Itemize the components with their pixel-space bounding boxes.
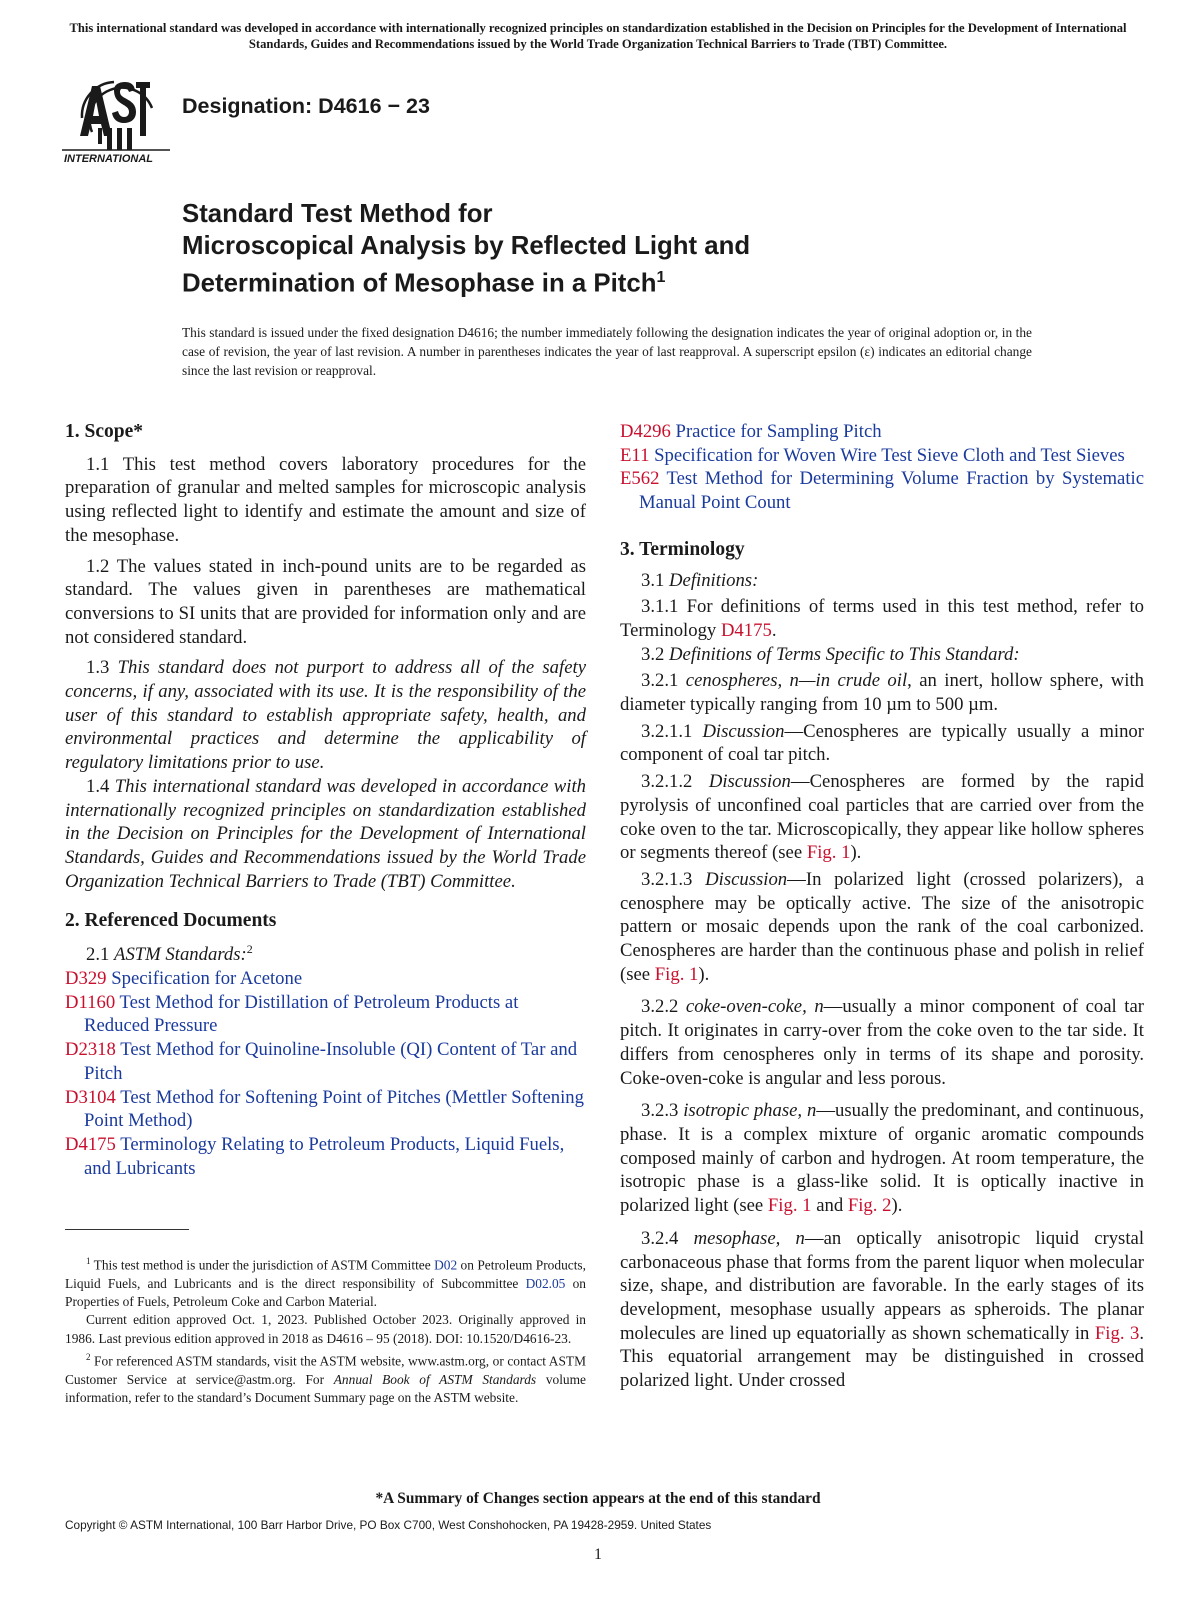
paragraph-3-2-3: 3.2.3 isotropic phase, n—usually the predominant, and continuous, phase. It is a complex mixture of organic aromatic compounds composed mainly of carbon and hydrogen. At room temperature, the isotropic phase is a glass-like solid. It is optically inactive in polarized light (see Fig. 1 and Fig. 2). xyxy=(620,1100,1145,1217)
link-fig-1[interactable]: Fig. 1 xyxy=(806,842,851,864)
paragraph-3-2-1-3: 3.2.1.3 Discussion—In polarized light (crossed polarizers), a cenosphere may be optically active. The size of the anisotropic pattern or mosaic depends upon the rank of the coal carbonized. Cenospheres are harder than the continuous phase and polish in relief (see Fig. 1). xyxy=(620,868,1144,985)
reference-e11[interactable]: E11 Specification for Woven Wire Test Sieve Cloth and Test Sieves xyxy=(620,444,1125,466)
international-standard-notice: This international standard was developed in accordance with internationally recognized principles on standardization established in the Decision on Principles for the Development of International Standards, Guides and Recommendations issued by the World Trade Organization Technical Barriers to Trade (TBT) Committee. xyxy=(69,21,1127,51)
page-number: 1 xyxy=(594,1546,602,1563)
paragraph-3-2-2: 3.2.2 coke-oven-coke, n—usually a minor component of coal tar pitch. It originates in carry-over from the coke oven to the tar side. It differs from cenospheres only in terms of its shape and porosity. Coke-oven-coke is angular and less porous. xyxy=(620,996,1144,1089)
paragraph-1-1: 1.1 This test method covers laboratory procedures for the preparation of granular and melted samples for microscopic analysis using reflected light to identify and estimate the amount and size of the mesophase. xyxy=(65,453,586,546)
footnotes xyxy=(65,1252,586,1407)
footnote-2: $^2$ For referenced ASTM standards, visit the ASTM website, www.astm.org, or contact ASTM Customer Service at service@astm.org. For Annual Book of ASTM Standards volume information, refer to the standard’s Document Summary page on the ASTM website. xyxy=(65,1351,586,1406)
title-line-1: Standard Test Method for xyxy=(182,200,493,228)
astm-logo xyxy=(62,70,170,165)
issued-note: This standard is issued under the fixed designation D4616; the number immediately following the designation indicates the year of original adoption or, in the case of revision, the year of last revision. A number in parentheses indicates the year of last reapproval. A superscript epsilon (ε) indicates an editorial change since the last revision or reapproval. xyxy=(182,325,1032,378)
left-column xyxy=(65,420,586,1180)
reference-d329[interactable]: D329 Specification for Acetone xyxy=(65,968,303,989)
link-fig-2[interactable]: Fig. 2 xyxy=(847,1195,892,1217)
paragraph-3-1-1: 3.1.1 For definitions of terms used in this test method, refer to Terminology D4175. xyxy=(620,596,1144,641)
copyright: Copyright © ASTM International, 100 Barr Harbor Drive, PO Box C700, West Conshohocken, PA 19428-2959. United States xyxy=(65,1518,712,1532)
section-heading-terminology: 3. Terminology xyxy=(620,538,745,560)
reference-d4296[interactable]: D4296 Practice for Sampling Pitch xyxy=(620,421,882,442)
reference-d3104[interactable]: D3104 Test Method for Softening Point of Pitches (Mettler Softening Point Method) xyxy=(65,1086,584,1132)
footnote-1-edition: Current edition approved Oct. 1, 2023. Published October 2023. Originally approved in 1986. Last previous edition approved in 2018 as D4616 – 95 (2018). DOI: 10.1520/D4616-23. xyxy=(65,1312,586,1346)
reference-d2318[interactable]: D2318 Test Method for Quinoline-Insoluble (QI) Content of Tar and Pitch xyxy=(65,1039,578,1084)
section-heading-referenced-documents: 2. Referenced Documents xyxy=(65,910,277,932)
paragraph-1-2: 1.2 The values stated in inch-pound units are to be regarded as standard. The values given in parentheses are mathematical conversions to SI units that are provided for information only and are not considered standard. xyxy=(65,555,586,648)
title-footnote-mark: 1 xyxy=(656,269,666,286)
paragraph-3-2-1-2: 3.2.1.2 Discussion—Cenospheres are formed by the rapid pyrolysis of unconfined coal particles that are carried over from the coke oven to the tar. Microscopically, they appear like hollow spheres or segments thereof (see Fig. 1). xyxy=(620,771,1144,864)
right-column xyxy=(620,420,1144,1393)
document-title xyxy=(182,198,942,300)
footnote-link-d02[interactable]: D02 xyxy=(434,1257,458,1273)
title-line-2: Microscopical Analysis by Reflected Light and xyxy=(182,232,751,260)
section-heading-scope: 1. Scope* xyxy=(65,421,143,442)
link-d4175[interactable]: D4175 xyxy=(720,619,772,641)
paragraph-3-1: 3.1 Definitions: xyxy=(641,569,759,591)
paragraph-3-2-1: 3.2.1 cenospheres, n—in crude oil, an inert, hollow sphere, with diameter typically ranging from 10 µm to 500 µm. xyxy=(620,670,1145,716)
designation: Designation: D4616 − 23 xyxy=(182,94,430,118)
link-fig-1[interactable]: Fig. 1 xyxy=(767,1195,812,1217)
reference-d1160[interactable]: D1160 Test Method for Distillation of Petroleum Products at Reduced Pressure xyxy=(65,991,519,1037)
reference-d4175[interactable]: D4175 Terminology Relating to Petroleum Products, Liquid Fuels, and Lubricants xyxy=(65,1133,565,1179)
reference-e562[interactable]: E562 Test Method for Determining Volume Fraction by Systematic Manual Point Count xyxy=(620,468,1145,514)
paragraph-3-2: 3.2 Definitions of Terms Specific to This Standard: xyxy=(641,643,1020,665)
paragraph-3-2-1-1: 3.2.1.1 Discussion—Cenospheres are typically usually a minor component of coal tar pitch. xyxy=(620,720,1144,766)
link-fig-1[interactable]: Fig. 1 xyxy=(654,963,699,985)
paragraph-3-2-4: 3.2.4 mesophase, n—an optically anisotropic liquid crystal carbonaceous phase that forms from the parent liquor when molecular size, shape, and distribution are favorable. In the early stages of its development, mesophase usually appears as spheroids. The planar molecules are lined up equatorially as shown schematically in Fig. 3. This equatorial arrangement may be distinguished in crossed polarized light. Under crossed xyxy=(620,1227,1145,1392)
astm-logo-label: INTERNATIONAL xyxy=(64,153,154,165)
paragraph-2-1: 2.1 ASTM Standards:$^2$ xyxy=(86,942,253,966)
footnote-link-d02-05[interactable]: D02.05 xyxy=(525,1275,566,1291)
footnote-divider xyxy=(65,1229,189,1230)
link-fig-3[interactable]: Fig. 3 xyxy=(1094,1322,1140,1344)
footnote-1: $^1$ This test method is under the jurisdiction of ASTM Committee D02 on Petroleum Products, Liquid Fuels, and Lubricants and is the direct responsibility of Subcommittee D02.05 on Properties of Fuels, Petroleum Coke and Carbon Material. xyxy=(65,1256,586,1310)
title-line-3: Determination of Mesophase in a Pitch$^1$ xyxy=(182,269,666,298)
paragraph-1-3: 1.3 This standard does not purport to address all of the safety concerns, if any, associated with its use. It is the responsibility of the user of this standard to establish appropriate safety, health, and environmental practices and determine the applicability of regulatory limitations prior to use. xyxy=(65,657,586,774)
summary-of-changes-notice: *A Summary of Changes section appears at the end of this standard xyxy=(375,1490,821,1507)
paragraph-1-4: 1.4 This international standard was developed in accordance with internationally recognized principles on standardization established in the Decision on Principles for the Development of International Standards, Guides and Recommendations issued by the World Trade Organization Technical Barriers to Trade (TBT) Committee. xyxy=(65,775,586,892)
